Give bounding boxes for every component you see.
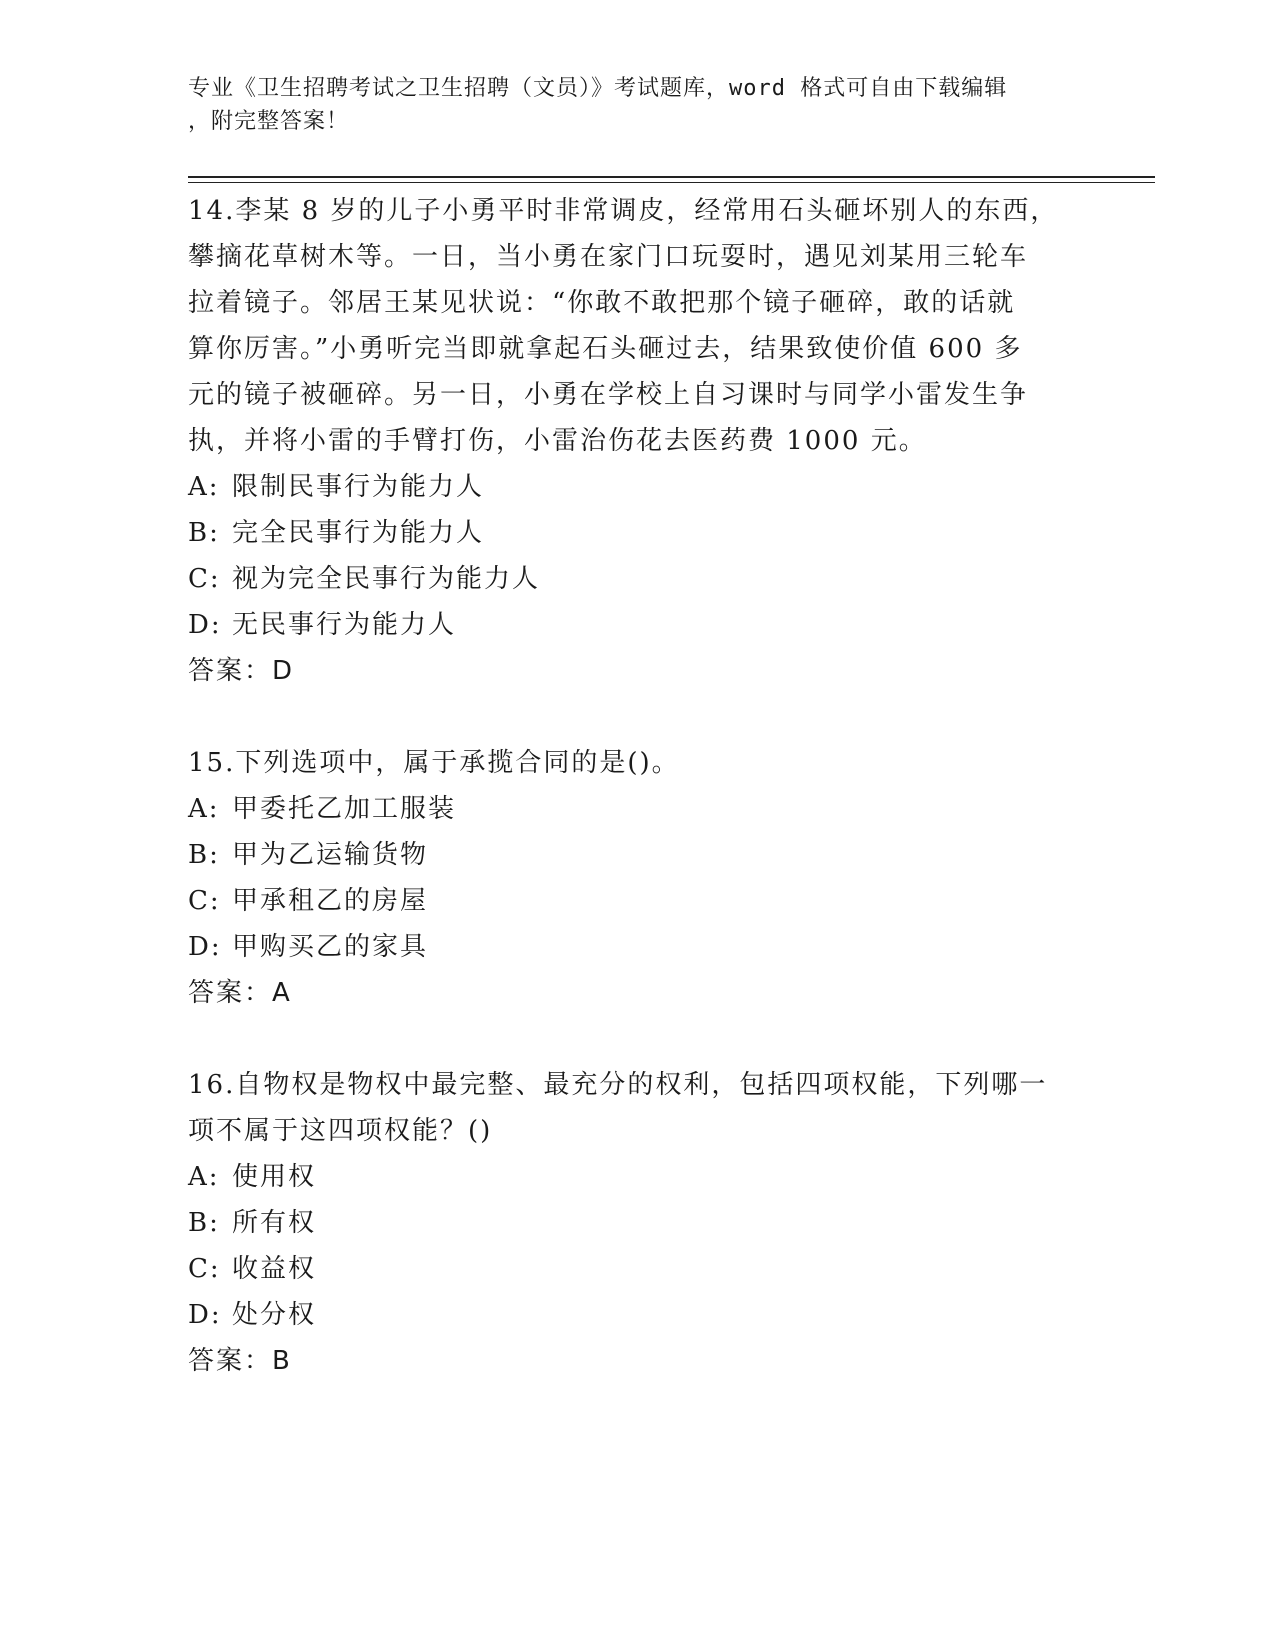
option-text: 完全民事行为能力人	[232, 518, 485, 548]
option-text: 使用权	[232, 1162, 317, 1192]
question-text-line: 15.下列选项中，属于承揽合同的是()。	[188, 748, 680, 778]
option-letter: B:	[188, 840, 220, 870]
option-a	[188, 1154, 1068, 1200]
question-15	[188, 740, 1068, 1016]
option-letter: B:	[188, 1208, 220, 1238]
question-text-line: 14.李某 8 岁的儿子小勇平时非常调皮，经常用石头砸坏别人的东西，	[188, 196, 1059, 226]
option-text: 视为完全民事行为能力人	[232, 564, 541, 594]
option-letter: C:	[188, 886, 221, 916]
option-letter: D:	[188, 932, 222, 962]
question-text-line: 算你厉害。”小勇听完当即就拿起石头砸过去，结果致使价值 600 多	[188, 334, 1023, 364]
option-b	[188, 510, 1068, 556]
option-c	[188, 878, 1068, 924]
option-text: 甲委托乙加工服装	[232, 794, 457, 824]
question-text-line: 执，并将小雷的手臂打伤，小雷治伤花去医药费 1000 元。	[188, 426, 927, 456]
question-text-line: 元的镜子被砸碎。另一日，小勇在学校上自习课时与同学小雷发生争	[188, 380, 1029, 410]
option-text: 无民事行为能力人	[232, 610, 457, 640]
option-letter: D:	[188, 610, 222, 640]
option-b	[188, 1200, 1068, 1246]
question-list	[188, 188, 1068, 1384]
option-text: 限制民事行为能力人	[232, 472, 485, 502]
document-header	[188, 72, 1068, 138]
option-letter: C:	[188, 564, 221, 594]
answer-line: 答案：A	[188, 978, 292, 1008]
option-text: 甲为乙运输货物	[232, 840, 429, 870]
option-a	[188, 786, 1068, 832]
question-16	[188, 1062, 1068, 1384]
spacer	[188, 694, 1068, 740]
option-text: 处分权	[232, 1300, 317, 1330]
header-line-2: ，附完整答案！	[188, 109, 350, 134]
option-letter: A:	[188, 472, 220, 502]
question-text-line: 攀摘花草树木等。一日，当小勇在家门口玩耍时，遇见刘某用三轮车	[188, 242, 1029, 272]
question-text-line: 拉着镜子。邻居王某见状说：“你敢不敢把那个镜子砸碎，敢的话就	[188, 288, 1016, 318]
option-letter: D:	[188, 1300, 222, 1330]
option-letter: C:	[188, 1254, 221, 1284]
option-text: 收益权	[232, 1254, 317, 1284]
option-letter: B:	[188, 518, 220, 548]
option-b	[188, 832, 1068, 878]
answer-line: 答案：B	[188, 1346, 292, 1376]
question-14	[188, 188, 1068, 694]
header-divider-thin	[188, 182, 1155, 183]
question-text-line: 16.自物权是物权中最完整、最充分的权利，包括四项权能，下列哪一	[188, 1070, 1048, 1100]
option-c	[188, 556, 1068, 602]
header-divider-thick	[188, 176, 1155, 178]
option-d	[188, 924, 1068, 970]
option-d	[188, 602, 1068, 648]
option-text: 甲承租乙的房屋	[232, 886, 429, 916]
option-c	[188, 1246, 1068, 1292]
option-text: 所有权	[232, 1208, 317, 1238]
option-a	[188, 464, 1068, 510]
option-letter: A:	[188, 794, 220, 824]
option-d	[188, 1292, 1068, 1338]
option-text: 甲购买乙的家具	[232, 932, 429, 962]
header-line-1: 专业《卫生招聘考试之卫生招聘（文员）》考试题库，word 格式可自由下载编辑	[188, 76, 1008, 101]
question-text-line: 项不属于这四项权能？()	[188, 1116, 493, 1146]
answer-line: 答案：D	[188, 656, 295, 686]
spacer	[188, 1016, 1068, 1062]
option-letter: A:	[188, 1162, 220, 1192]
